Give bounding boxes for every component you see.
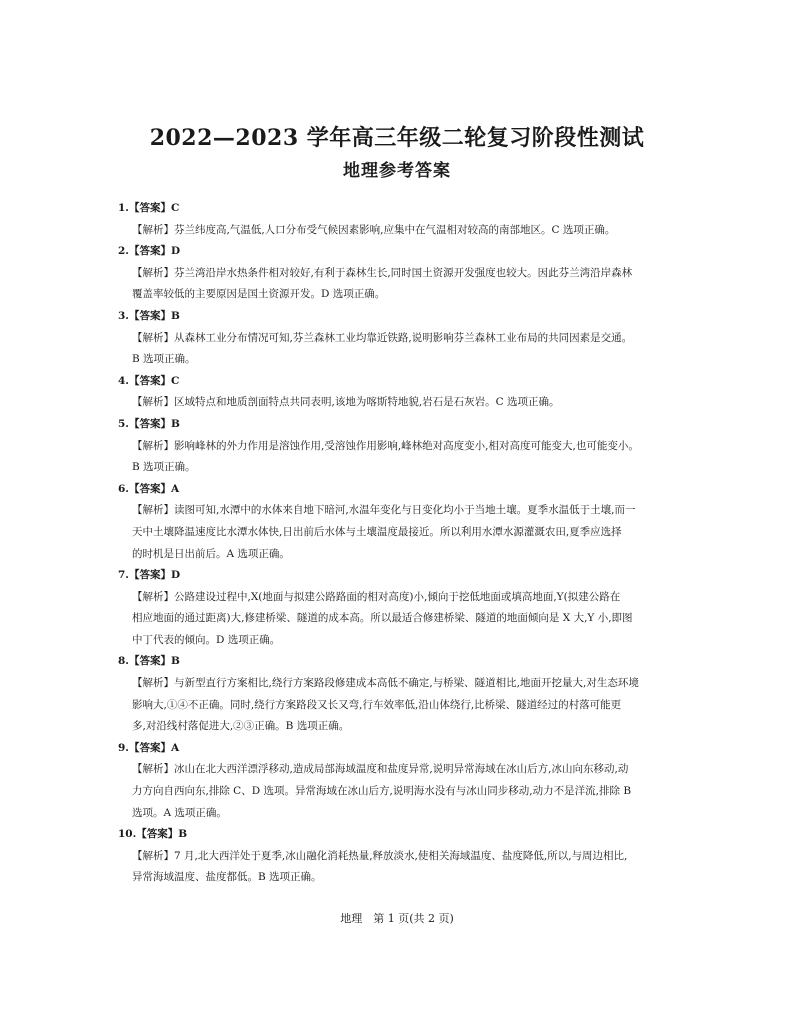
explanation <box>118 759 680 824</box>
question-item <box>118 479 680 565</box>
explanation <box>118 220 680 242</box>
page-footer: 地理 第 1 页(共 2 页) <box>340 912 454 925</box>
explanation-line: 【解析】芬兰纬度高,气温低,人口分布受气候因素影响,应集中在气温相对较高的南部地区。C 选项正确。 <box>132 223 616 236</box>
question-item <box>118 565 680 651</box>
answer-line: 5.【答案】B <box>118 417 180 430</box>
question-item <box>118 738 680 824</box>
explanation-line: B 选项正确。 <box>132 353 196 366</box>
explanation-line: 的时机是日出前后。A 选项正确。 <box>132 547 290 560</box>
answer-line: 4.【答案】C <box>118 374 180 387</box>
explanation <box>118 263 680 306</box>
answer-line: 6.【答案】A <box>118 482 180 495</box>
explanation-line: 相应地面的通过距离)大,修建桥梁、隧道的成本高。所以最适合修建桥梁、隧道的地面倾向是 X 大,Y 小,即图 <box>132 612 633 625</box>
explanation-line: 【解析】芬兰湾沿岸水热条件相对较好,有利于森林生长,同时国土资源开发强度也较大。因此芬兰湾沿岸森林 <box>132 266 633 279</box>
explanation-line: 【解析】公路建设过程中,X(地面与拟建公路路面的相对高度)小,倾向于挖低地面或填高地面,Y(拟建公路在 <box>132 590 621 603</box>
page-subtitle: 地理参考答案 <box>343 161 451 181</box>
explanation-line: 力方向自西向东,排除 C、D 选项。异常海域在冰山后方,说明海水没有与冰山同步移动,动力不是洋流,排除 B <box>132 785 632 798</box>
answer-line: 2.【答案】D <box>118 245 181 258</box>
answer-line: 10.【答案】B <box>118 828 188 841</box>
explanation-line: 选项。A 选项正确。 <box>132 806 227 819</box>
explanation <box>118 328 680 371</box>
answer-line: 3.【答案】B <box>118 309 180 322</box>
explanation-line: 【解析】读图可知,水潭中的水体来自地下暗河,水温年变化与日变化均小于当地土壤。夏季水温低于土壤,而一 <box>132 504 636 517</box>
explanation <box>118 846 680 889</box>
explanation-line: 【解析】冰山在北大西洋漂浮移动,造成局部海域温度和盐度异常,说明异常海域在冰山后方,冰山向东移动,动 <box>132 763 629 776</box>
question-item <box>118 371 680 414</box>
explanation-line: B 选项正确。 <box>132 461 196 474</box>
explanation-line: 【解析】7 月,北大西洋处于夏季,冰山融化消耗热量,释放淡水,使相关海域温度、盐度降低,所以,与周边相比, <box>132 849 628 862</box>
explanation-line: 天中土壤降温速度比水潭水体快,日出前后水体与土壤温度最接近。所以利用水潭水源灌溉农田,夏季应选择 <box>132 525 622 538</box>
answer-list <box>118 198 680 889</box>
answer-line: 8.【答案】B <box>118 655 180 668</box>
explanation-line: 【解析】影响峰林的外力作用是溶蚀作用,受溶蚀作用影响,峰林绝对高度变小,相对高度可能变大,也可能变小。 <box>132 439 639 452</box>
question-item <box>118 241 680 306</box>
question-item <box>118 198 680 241</box>
answer-line: 7.【答案】D <box>118 569 181 582</box>
question-item <box>118 824 680 889</box>
explanation-line: 覆盖率较低的主要原因是国土资源开发。D 选项正确。 <box>132 288 386 301</box>
explanation <box>118 673 680 738</box>
answer-line: 9.【答案】A <box>118 741 180 754</box>
explanation-line: 【解析】从森林工业分布情况可知,芬兰森林工业均靠近铁路,说明影响芬兰森林工业布局的共同因素是交通。 <box>132 331 633 344</box>
question-item <box>118 306 680 371</box>
explanation-line: 异常海域温度、盐度都低。B 选项正确。 <box>132 871 322 884</box>
explanation <box>118 436 680 479</box>
page-title: 2022—2023 学年高三年级二轮复习阶段性测试 <box>149 125 645 151</box>
explanation-line: 影响大,①④不正确。同时,绕行方案路段又长又弯,行车效率低,沿山体绕行,比桥梁、隧道经过的村落可能更 <box>132 698 622 711</box>
explanation <box>118 500 680 565</box>
explanation <box>118 392 680 414</box>
question-item <box>118 651 680 737</box>
explanation-line: 中丁代表的倾向。D 选项正确。 <box>132 633 281 646</box>
explanation-line: 【解析】区域特点和地质剖面特点共同表明,该地为喀斯特地貌,岩石是石灰岩。C 选项正确。 <box>132 396 560 409</box>
answer-line: 1.【答案】C <box>118 202 180 214</box>
explanation <box>118 587 680 652</box>
explanation-line: 【解析】与新型直行方案相比,绕行方案路段修建成本高低不确定,与桥梁、隧道相比,地面开挖量大,对生态环境 <box>132 677 639 690</box>
question-item <box>118 414 680 479</box>
explanation-line: 多,对沿线村落促进大,②③正确。B 选项正确。 <box>132 720 350 733</box>
